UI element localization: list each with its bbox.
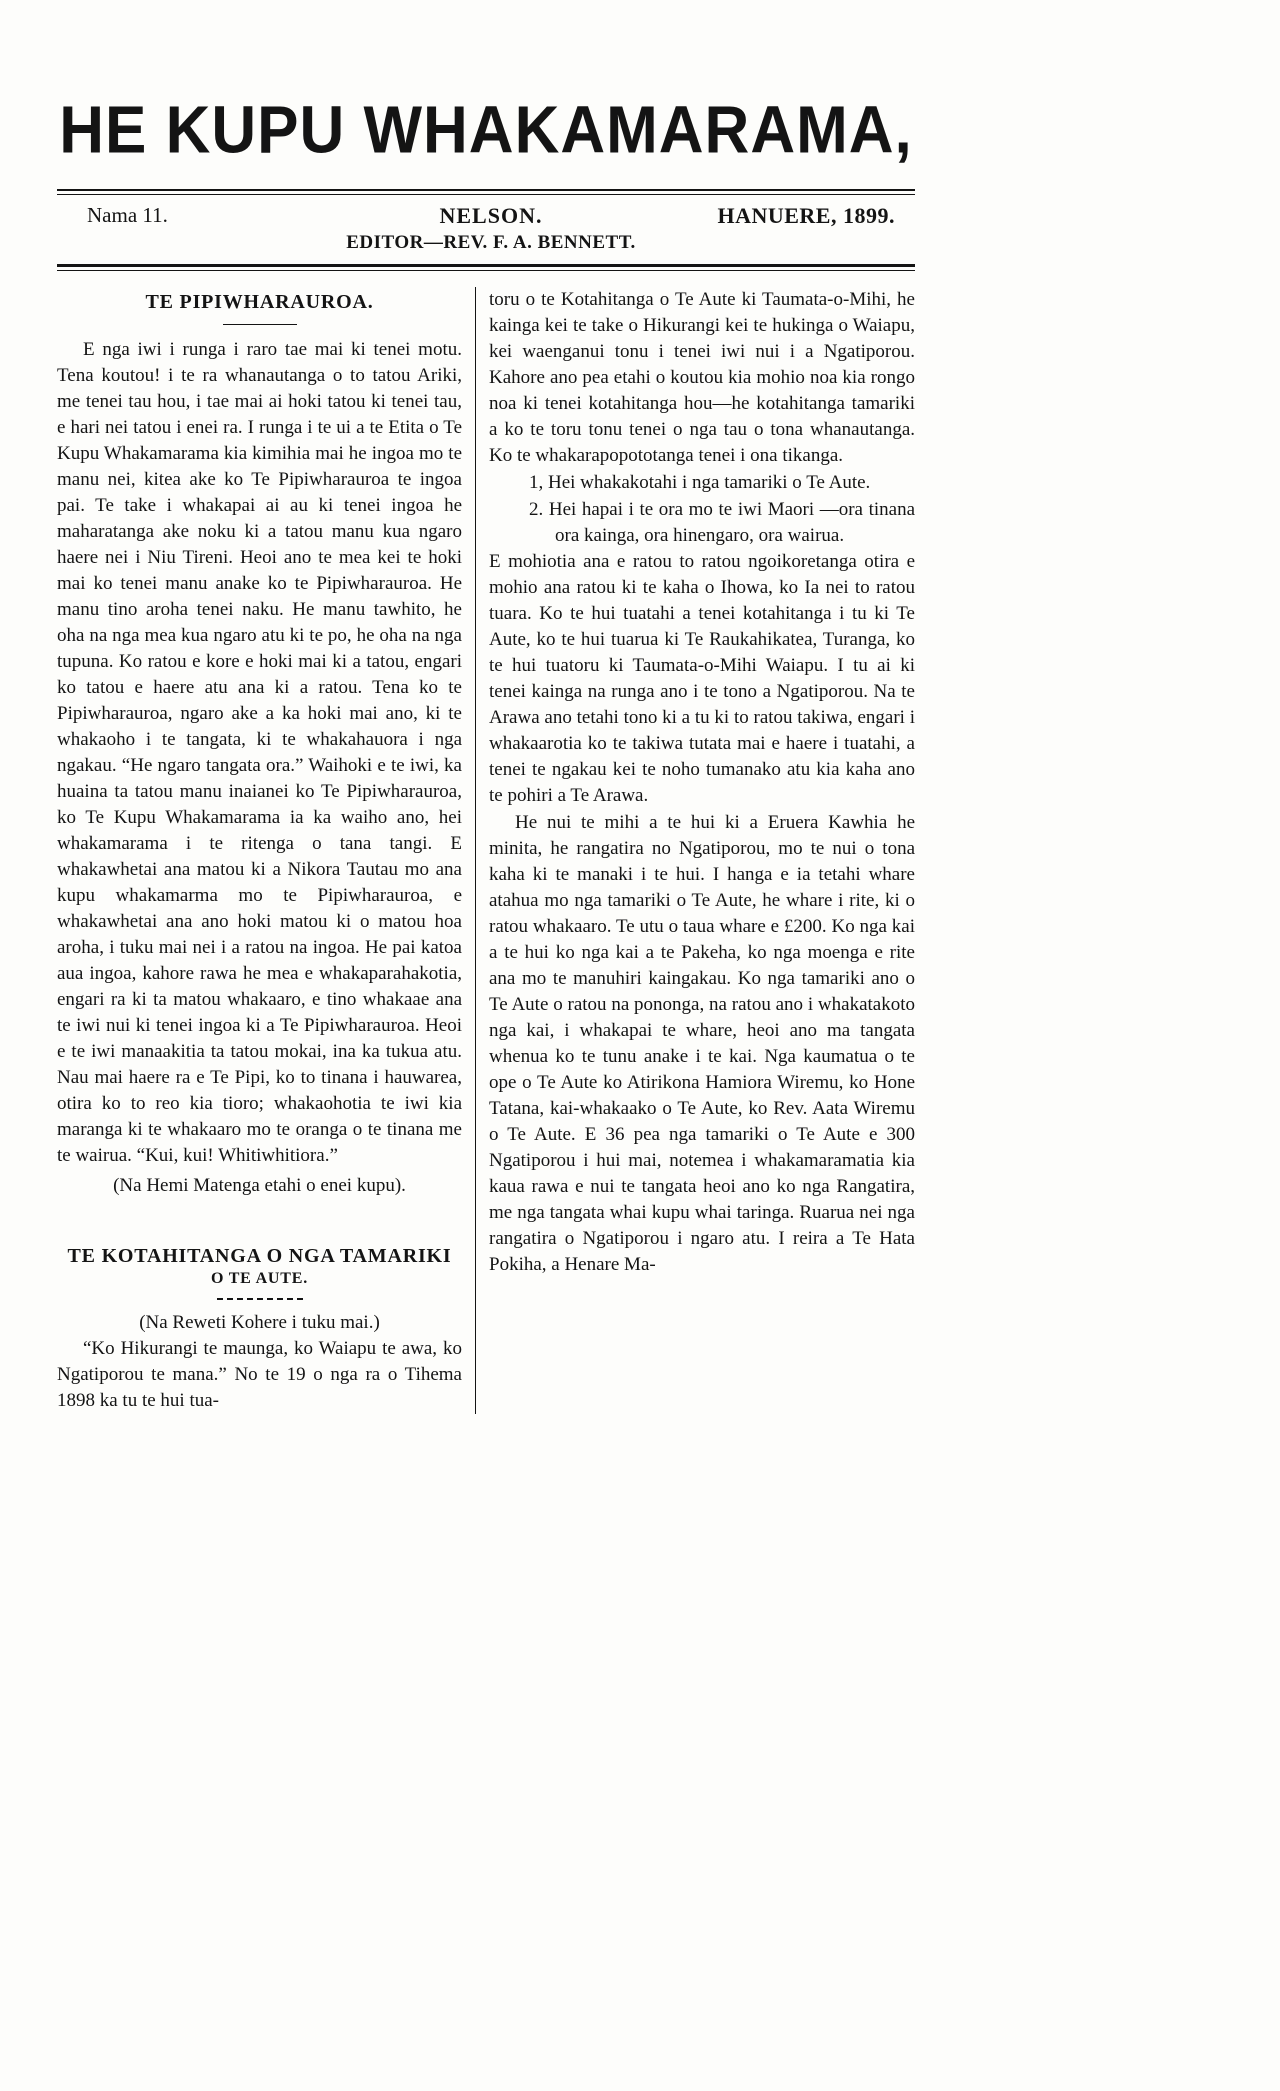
newspaper-page	[57, 0, 915, 2091]
article-paragraph: He nui te mihi a te hui ki a Eruera Kawhia he minita, he rangatira no Ngatiporou, mo te nui o tona kaha ki te manaki i te hui. I hanga e ia tetahi whare atahua mo nga tamariki o Te Aute, he whare i rite, ki o ratou whakaaro. Te utu o taua whare e £200. Ko nga kai a te hui ko nga kai a te Pakeha, ko nga moenga e rite ana mo te manuhiri kaingakau. Ko nga tamariki ano o Te Aute o ratou na pononga, na ratou ano i whakatakoto nga kai, i whakapai te whare, heoi ano ma tangata whenua ko te tunu anake i te kai. Nga kaumatua o te ope o Te Aute ko Atirikona Hamiora Wiremu, ko Hone Tatana, kai-whakaako o Te Aute, ko Rev. Aata Wiremu o Te Aute. E 36 pea nga tamariki o Te Aute e 300 Ngatiporou i hui mai, notemea i whakamaramatia kia kaua rawa e nui te tangata heoi ano ko nga Rangatira, me nga tangata whai kupu whai taringa. Ruarua nei nga rangatira o Ngatiporou i ngaro atu. I reira a Te Hata Pokiha, a Henare Ma-	[489, 812, 915, 1275]
list-item-1: 1, Hei whakakotahi i nga tamariki o Te Aute.	[529, 472, 871, 493]
masthead-rule	[57, 189, 915, 195]
issue-date: HANUERE, 1899.	[717, 203, 895, 228]
heading-rule-dashed	[217, 1298, 303, 1300]
attribution-hemi-matenga: (Na Hemi Matenga etahi o enei kupu).	[113, 1175, 406, 1196]
place-name: NELSON.	[439, 203, 543, 228]
editor-line: EDITOR—REV. F. A. BENNETT.	[346, 232, 636, 253]
attribution-reweti-kohere: (Na Reweti Kohere i tuku mai.)	[139, 1312, 380, 1333]
list-item-2: 2. Hei hapai i te ora mo te iwi Maori —ora tinana ora kainga, ora hinengaro, ora wairua.	[529, 499, 915, 546]
masthead-title: HE KUPU WHAKAMARAMA,	[59, 93, 913, 168]
section-gap	[57, 1199, 462, 1241]
article-subheading-o-te-aute: O TE AUTE.	[210, 1270, 309, 1287]
issue-header	[57, 203, 915, 254]
heading-rule	[223, 324, 297, 325]
article-paragraph: “Ko Hikurangi te maunga, ko Waiapu te awa, ko Ngatiporou te mana.” No te 19 o nga ra o Tihema 1898 ka tu te hui tua-	[57, 1338, 462, 1411]
issue-number: Nama 11.	[87, 203, 168, 227]
place-and-editor	[325, 203, 658, 254]
right-column	[476, 287, 915, 1414]
header-rule	[57, 264, 915, 271]
article-paragraph: E mohiotia ana e ratou to ratou ngoikoretanga otira e mohio ana ratou ki te kaha o Ihowa, ko Ia nei to ratou tuara. Ko te hui tuatahi a tenei kotahitanga i tu ki Te Aute, ko te hui tuarua ki Te Raukahikatea, Turanga, ko te hui tuatoru ki Taumata-o-Mihi Waiapu. I tu ai ki tenei kainga na runga ano i te tono a Ngatiporou. Na te Arawa ano tetahi tono ki a tu ki to ratou takiwa, engari i whakaarotia ko te takiwa tutata mai e haere i tuatahi, a tenei te ngakau kei te noho tumanako atu kia kaha ano te pohiri a Te Arawa.	[489, 551, 915, 806]
article-paragraph: E nga iwi i runga i raro tae mai ki tenei motu. Tena koutou! i te ra whanautanga o to tatou Ariki, me tenei tau hou, i tae mai ai hoki tatou ki tenei tau, e hari nei tatou i enei ra. I runga i te ui a te Etita o Te Kupu Whakamarama kia kimihia mai he ingoa mo te manu nei, kitea ake ko Te Pipiwharauroa te ingoa pai. Te take i whakapai ai au ki tenei ingoa he maharatanga ake noku ki a tatou manu kua ngaro haere nei i Niu Tireni. Heoi ano te mea kei te hoki mai ko tenei manu anake ko te Pipiwharauroa. He manu tino aroha tenei naku. He manu tawhito, he oha na nga mea kua ngaro atu ki te po, he oha na nga tupuna. Ko ratou e kore e hoki mai ki a tatou, engari ko tatou e haere atu ana ki a ratou. Tena ko te Pipiwharauroa, ngaro ake a ka hoki mai ano, ki te whakaoho i te tangata, ki te whakahauora i nga ngakau. “He ngaro tangata ora.” Waihoki e te iwi, ka huaina ta tatou manu inaianei ko Te Pipiwharauroa, ko Te Kupu Whakamarama ia ka waiho ano, hei whakamarama i te ritenga o tana tangi. E whakawhetai ana matou ki a Nikora Tautau mo ana kupu whakamarma mo te Pipiwharauroa, e whakawhetai ana ano hoki matou ki o matou hoa aroha, i tuku mai nei i a ratou na ingoa. He pai katoa aua ingoa, kahore rawa he mea e whakaparahakotia, engari ra ki ta matou whakaaro, e tino whakaae ana te iwi nui ki tenei ingoa ki a Te Pipiwharauroa. Heoi e te iwi manaakitia ta tatou mokai, ina ka tukua atu. Nau mai haere ra e Te Pipi, ko to tinana i hauwarea, otira ko to reo kia tioro; whakaohotia te iwi kia maranga ki te whakaaro mo te oranga o te tinana me te wairua. “Kui, kui! Whitiwhitiora.”	[57, 339, 462, 1166]
article-heading-kotahitanga: TE KOTAHITANGA O NGA TAMARIKI	[67, 1245, 452, 1267]
article-heading-pipiwharauroa: TE PIPIWHARAUROA.	[145, 291, 374, 313]
left-column	[57, 287, 475, 1414]
article-columns	[57, 287, 915, 1414]
article-paragraph-continuation: toru o te Kotahitanga o Te Aute ki Taumata-o-Mihi, he kainga kei te take o Hikurangi kei te hukinga o Waiapu, kei waenganui tonu i tenei iwi nui i a Ngatiporou. Kahore ano pea etahi o koutou kia mohio noa kia rongo noa ki tenei kotahitanga hou—he kotahitanga tamariki a ko te toru tonu tenei o nga tau o tona whanautanga. Ko te whakarapopototanga tenei i ona tikanga.	[489, 289, 915, 466]
